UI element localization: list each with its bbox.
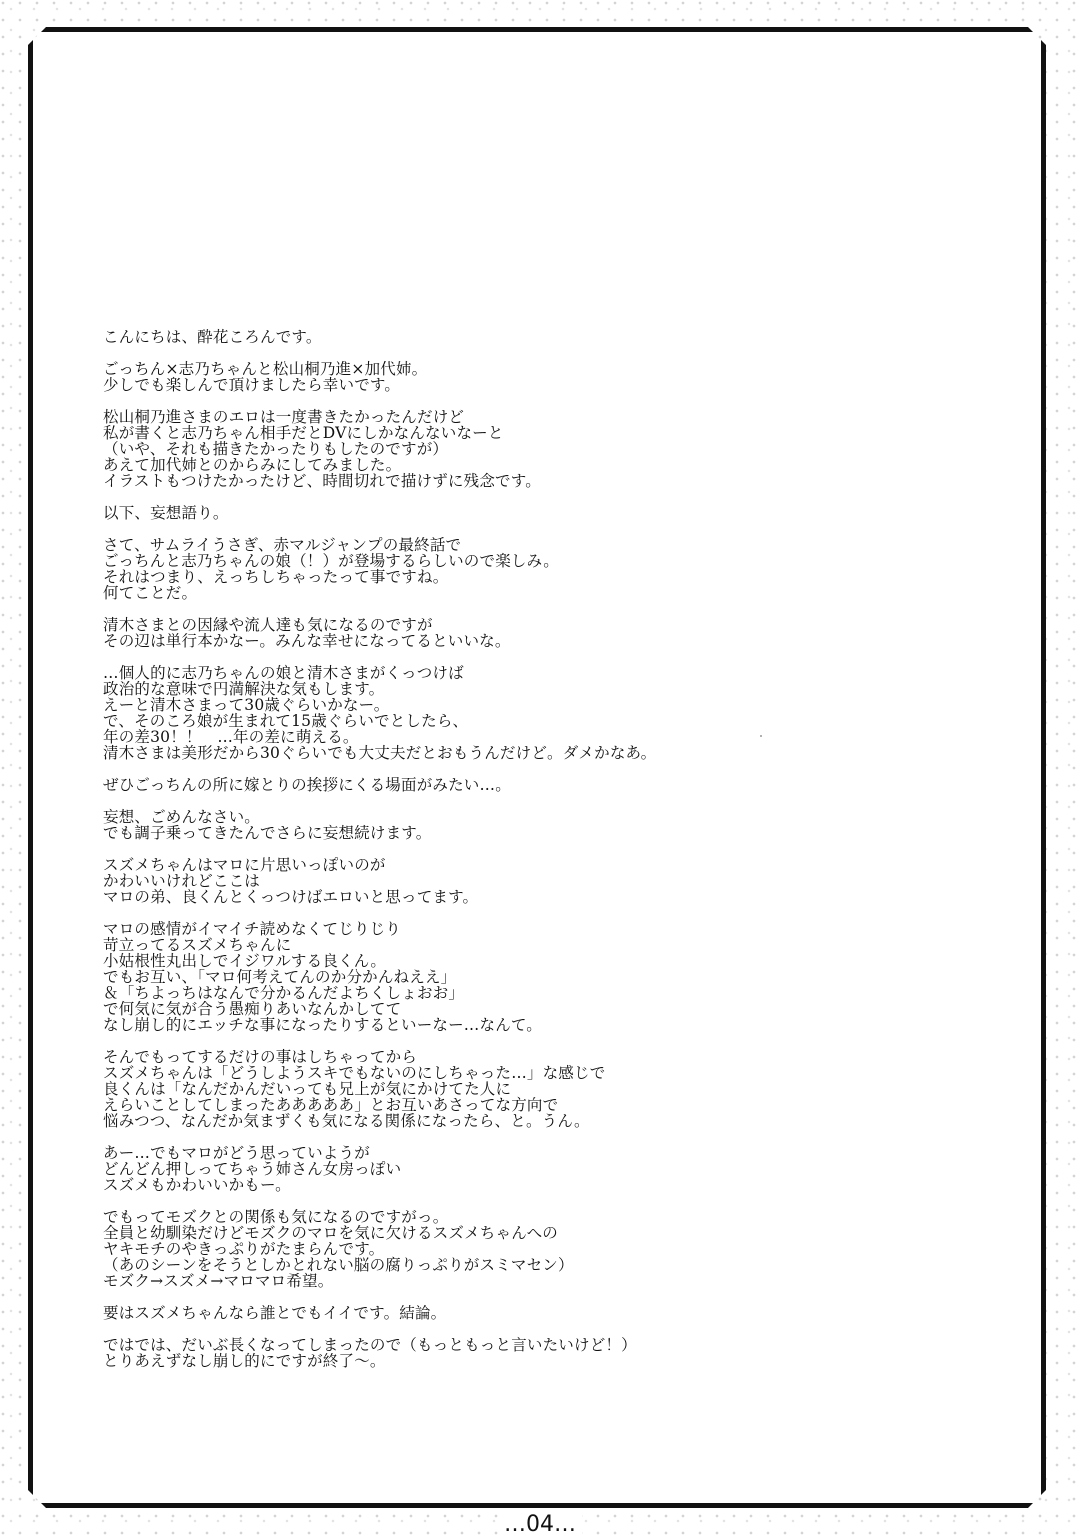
text-line: 良くんは「なんだかんだいっても兄上が気にかけてた人に [103, 1080, 512, 1098]
text-line: マロの弟、良くんとくっつけばエロいと思ってます。 [103, 888, 479, 906]
page-number [0, 1512, 1080, 1537]
text-line: 悩みつつ、なんだか気まずくも気になる関係になったら、と。うん。 [103, 1112, 590, 1130]
paragraph [103, 505, 963, 521]
text-line: イラストもつけたかったけど、時間切れで描けずに残念です。 [103, 472, 541, 490]
text-line: さて、サムライうさぎ、赤マルジャンプの最終話で [103, 536, 462, 554]
text-line: そんでもってするだけの事はしちゃってから [103, 1048, 418, 1066]
paragraph [103, 409, 963, 489]
text-line: スズメもかわいいかもー。 [103, 1176, 291, 1194]
text-line: 要はスズメちゃんなら誰とでもイイです。結論。 [103, 1304, 447, 1322]
text-line: なし崩し的にエッチな事になったりするといーなー…なんて。 [103, 1016, 542, 1034]
text-line: 清木さまは美形だから30ぐらいでも大丈夫だとおもうんだけど。ダメかなあ。 [103, 744, 657, 762]
text-line: ごっちんと志乃ちゃんの娘（！）が登場するらしいので楽しみ。 [103, 552, 559, 570]
text-line: スズメちゃんは「どうしようスキでもないのにしちゃった…」な感じで [103, 1064, 606, 1082]
text-line: えらいことしてしまったあああああ」とお互いあさってな方向で [103, 1096, 559, 1114]
text-line: で何気に気が合う愚痴りあいなんかしてて [103, 1000, 402, 1018]
text-line: 年の差30！！ …年の差に萌える。 [103, 728, 359, 746]
text-line: 小姑根性丸出しでイジワルする良くん。 [103, 952, 387, 970]
text-line: …個人的に志乃ちゃんの娘と清木さまがくっつけば [103, 664, 464, 682]
paragraph [103, 857, 963, 905]
text-line: で、そのころ娘が生まれて15歳ぐらいでとしたら、 [103, 712, 469, 730]
text-line: 妄想、ごめんなさい。 [103, 808, 261, 826]
text-line: ではでは、だいぶ長くなってしまったので（もっともっと言いたいけど！） [103, 1336, 637, 1354]
text-line: ごっちん×志乃ちゃんと松山桐乃進×加代姉。 [103, 360, 428, 378]
text-line: 何てことだ。 [103, 584, 198, 602]
paragraph [103, 537, 963, 601]
paragraph [103, 1305, 963, 1321]
text-line: あー…でもマロがどう思っていようが [103, 1144, 370, 1162]
text-line: 少しでも楽しんで頂けましたら幸いです。 [103, 376, 401, 394]
text-line: でもってモズクとの関係も気になるのですがっ。 [103, 1208, 449, 1226]
paragraph [103, 1337, 963, 1369]
paragraph [103, 1049, 963, 1129]
text-line: 松山桐乃進さまのエロは一度書きたかったんだけど [103, 408, 465, 426]
paragraph [103, 777, 963, 793]
text-line: ぜひごっちんの所に嫁とりの挨拶にくる場面がみたい…。 [103, 776, 511, 794]
paragraph [103, 1209, 963, 1289]
text-line: ＆「ちよっちはなんで分かるんだよちくしょおお」 [103, 984, 465, 1002]
text-line: それはつまり、えっちしちゃったって事ですね。 [103, 568, 449, 586]
text-line: （いや、それも描きたかったりもしたのですが） [103, 440, 449, 458]
paragraph [103, 665, 963, 761]
paragraph [103, 617, 963, 649]
text-line: とりあえずなし崩し的にですが終了〜。 [103, 1352, 386, 1370]
text-line: その辺は単行本かなー。みんな幸せになってるといいな。 [103, 632, 511, 650]
text-line: こんにちは、酔花ころんです。 [103, 328, 322, 346]
text-line: どんどん押しってちゃう姉さん女房っぽい [103, 1160, 402, 1178]
text-line: 苛立ってるスズメちゃんに [103, 936, 292, 954]
text-line: 以下、妄想語り。 [103, 504, 229, 522]
afterword-text [103, 329, 963, 1385]
paragraph [103, 329, 963, 345]
text-line: 私が書くと志乃ちゃん相手だとDVにしかなんないなーと [103, 424, 504, 442]
text-line: えーと清木さまって30歳ぐらいかなー。 [103, 696, 390, 714]
text-line: でも調子乗ってきたんでさらに妄想続けます。 [103, 824, 432, 842]
text-line: あえて加代姉とのからみにしてみました。 [103, 456, 402, 474]
paragraph [103, 921, 963, 1033]
text-line: スズメちゃんはマロに片思いっぽいのが [103, 856, 386, 874]
text-line: でもお互い、「マロ何考えてんのか分かんねええ」 [103, 968, 457, 986]
text-line: （あのシーンをそうとしかとれない脳の腐りっぷりがスミマセン） [103, 1256, 574, 1274]
text-line: 全員と幼馴染だけどモズクのマロを気に欠けるスズメちゃんへの [103, 1224, 558, 1242]
paragraph [103, 361, 963, 393]
text-line: 政治的な意味で円満解決な気もします。 [103, 680, 385, 698]
text-line: かわいいけれどここは [103, 872, 261, 890]
text-line: マロの感情がイマイチ読めなくてじりじり [103, 920, 401, 938]
text-line: ヤキモチのやきっぷりがたまらんです。 [103, 1240, 385, 1258]
page-number-label: …04… [498, 1512, 582, 1537]
paragraph [103, 809, 963, 841]
text-line: モズク→スズメ→マロマロ希望。 [103, 1272, 334, 1290]
paragraph [103, 1145, 963, 1193]
text-line: 清木さまとの因縁や流人達も気になるのですが [103, 616, 433, 634]
